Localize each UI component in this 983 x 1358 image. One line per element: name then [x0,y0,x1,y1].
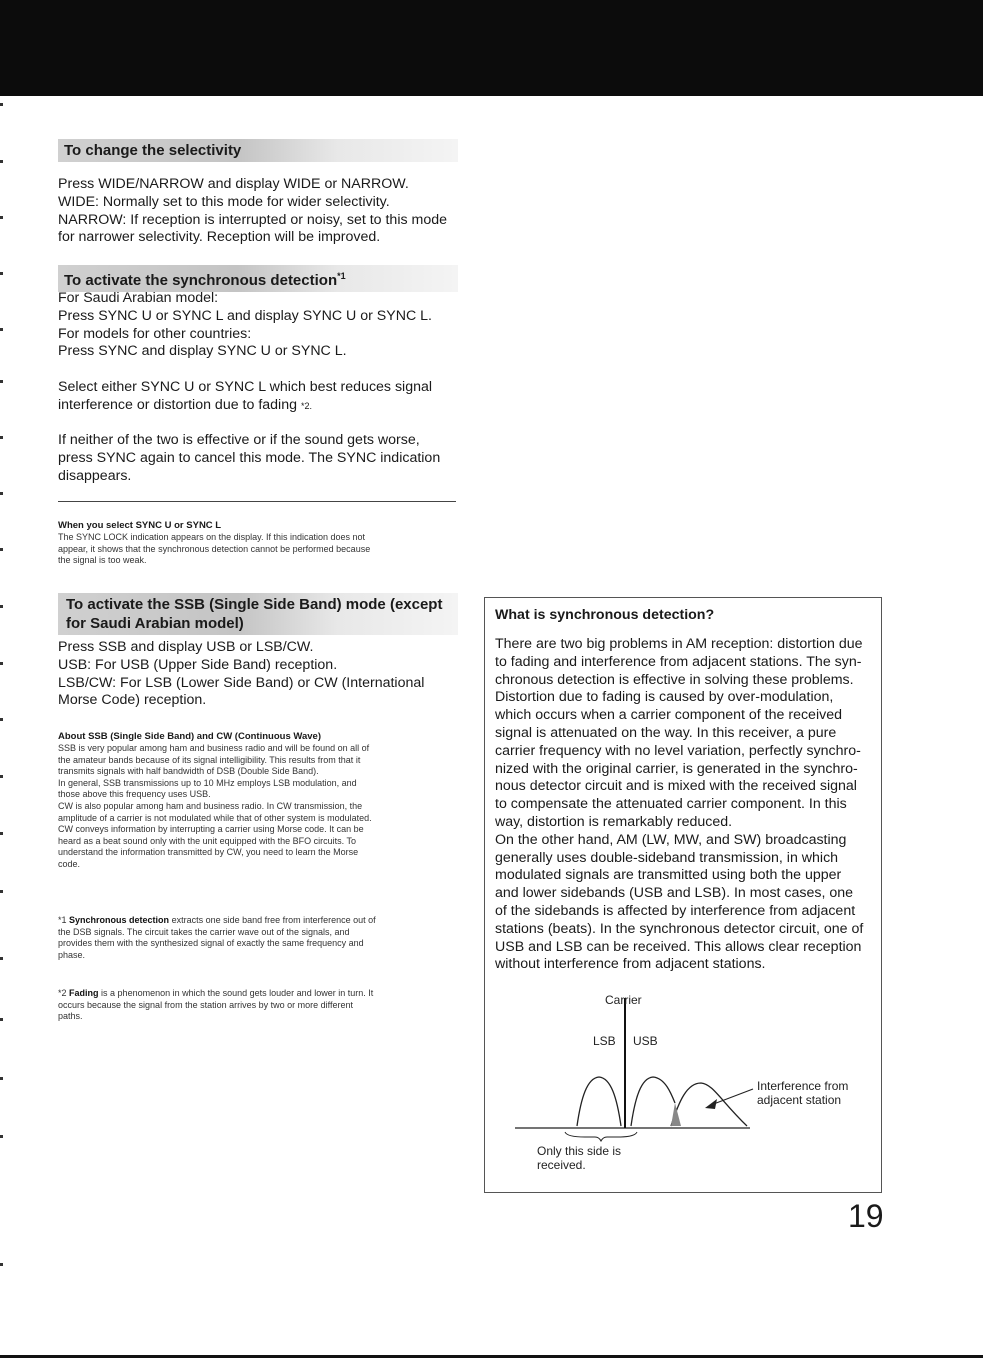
sidebar-box [484,597,882,1193]
text-line: which occurs when a carrier component of the received [495,707,842,724]
about-body [58,743,458,871]
text-line: carrier frequency with no level variation, perfectly synchro- [495,742,861,759]
text-line: In general, SSB transmissions up to 10 MHz employs LSB modulation, and [58,777,357,788]
text-line: chronous detection is effective in solving these problems. [495,671,854,688]
text-line: Press SYNC U or SYNC L and display SYNC U or SYNC L. [58,307,432,324]
text-fragment: interference or distortion due to fading [58,396,297,413]
received-label-line2: received. [537,1158,586,1172]
text-line: phase. [58,949,86,960]
text-line: way, distortion is remarkably reduced. [495,813,733,830]
text-line: Press SSB and display USB or LSB/CW. [58,639,314,655]
heading-sync [58,265,458,292]
text-line: occurs because the signal from the station arrives by two or more different [58,999,353,1010]
text-line: NARROW: If reception is interrupted or noisy, set to this mode [58,211,447,228]
margin-tick [0,160,3,163]
text-line: without interference from adjacent stations. [495,956,766,973]
text-line: those above this frequency uses USB. [58,789,211,800]
margin-tick [0,216,3,219]
page-number: 19 [848,1198,884,1234]
lsb-hump [577,1077,621,1126]
sideband-diagram [485,983,881,1188]
text-line: Morse Code) reception. [58,692,207,709]
about-heading: About SSB (Single Side Band) and CW (Continuous Wave) [58,731,321,742]
sidebar-body [495,636,875,974]
ssb-about [58,731,458,871]
text-line: WIDE: Normally set to this mode for wider selectivity. [58,193,390,210]
text-line: provides them with the synthesized signal of exactly the same frequency and [58,938,364,949]
interference-label [757,1079,848,1107]
margin-tick [0,662,3,665]
overlap-shade [671,1103,681,1126]
text-line: The SYNC LOCK indication appears on the display. If this indication does not [58,532,366,542]
text-line: understand the information transmitted by CW, you need to learn the Morse [58,847,359,858]
heading-selectivity-text: To change the selectivity [64,142,242,159]
heading-selectivity [58,139,458,162]
interference-label-line1: Interference from [757,1079,849,1093]
usb-hump [631,1077,675,1126]
text-line: the amateur bands because of its signal intelligibility. This results from that it [58,754,361,765]
margin-tick [0,328,3,331]
footnote-mark: *1 [58,915,67,925]
margin-tick [0,1018,3,1021]
lsb-label: LSB [593,1034,616,1048]
heading-sync-text: To activate the synchronous detection [64,272,338,289]
text-line: transmits signals with half bandwidth of DSB (Double Side Band). [58,766,319,777]
text-line: nous detector circuit and is mixed with the received signal [495,778,857,795]
text-line: There are two big problems in AM reception: distortion due [495,636,863,652]
margin-tick [0,1077,3,1080]
text-line: On the other hand, AM (LW, MW, and SW) broadcasting [495,831,847,848]
sidebar-title: What is synchronous detection? [495,607,715,623]
margin-tick [0,1135,3,1138]
ssb-body [58,639,458,710]
margin-tick [0,957,3,960]
interference-label-line2: adjacent station [757,1093,842,1107]
text-line: Press SYNC and display SYNC U or SYNC L. [58,343,347,360]
footnote-mark: *2 [58,988,67,998]
footnote-term: Fading [69,988,99,998]
text-line: signal is attenuated on the way. In this receiver, a pure [495,724,837,741]
selectivity-body [58,176,458,247]
text-line: generally uses double-sideband transmission, in which [495,849,839,866]
text-line: Select either SYNC U or SYNC L which best reduces signal [58,379,433,395]
text-line: to compensate the attenuated carrier component. In this [495,796,847,813]
margin-tick [0,492,3,495]
text-line: SSB is very popular among ham and business radio and will be found on all of [58,743,370,753]
text-line: If neither of the two is effective or if the sound gets worse, [58,432,420,448]
text-line: and lower sidebands (USB and LSB). In most cases, one [495,885,854,902]
sync-body-b [58,379,458,416]
text-line [58,988,458,1000]
heading-ssb-line2: for Saudi Arabian model) [66,615,244,632]
usb-label: USB [633,1034,658,1048]
text-fragment: is a phenomenon in which the sound gets louder and lower in turn. It [101,988,374,998]
text-line: amplitude of a carrier is not modulated while that of other system is modulated. [58,812,372,823]
text-line: paths. [58,1011,83,1022]
text-line: CW conveys information by interrupting a carrier using Morse code. It can be [58,824,364,835]
text-line: CW is also popular among ham and business radio. In CW transmission, the [58,800,363,811]
margin-tick [0,1263,3,1266]
divider [58,501,456,502]
arrow-head [705,1099,717,1109]
text-line: For models for other countries: [58,325,252,342]
text-line: disappears. [58,467,132,484]
heading-ssb-line1: To activate the SSB (Single Side Band) mode (except [66,596,443,613]
text-line: the DSB signals. The circuit takes the carrier wave out of the signals, and [58,926,350,937]
margin-tick [0,548,3,551]
note-heading: When you select SYNC U or SYNC L [58,520,222,531]
margin-tick [0,775,3,778]
footnote-mark: *1 [337,271,346,281]
text-line: USB: For USB (Upper Side Band) reception. [58,656,338,673]
received-bracket [565,1132,637,1141]
text-line: code. [58,858,81,869]
footnote-2 [58,988,458,1023]
received-label-line1: Only this side is [537,1144,622,1158]
text-line: USB and LSB can be received. This allows clear reception [495,938,862,955]
text-line: heard as a beat sound only with the unit equipped with the BFO circuits. To [58,835,357,846]
text-line: the signal is too weak. [58,555,147,566]
margin-tick [0,890,3,893]
margin-tick [0,436,3,439]
text-line [58,915,458,927]
text-line: For Saudi Arabian model: [58,290,219,306]
top-black-bar [0,0,983,96]
received-label [537,1144,621,1172]
text-line: Distortion due to fading is caused by over-modulation, [495,689,834,706]
margin-tick [0,103,3,106]
note-body [58,532,458,567]
margin-tick [0,832,3,835]
margin-tick [0,380,3,383]
margin-tick [0,605,3,608]
margin-tick [0,718,3,721]
sync-body-c [58,432,458,485]
text-line: for narrower selectivity. Reception will be improved. [58,229,381,246]
text-line: of the sidebands is affected by interference from adjacent [495,902,856,919]
text-line: nized with the original carrier, is generated in the synchro- [495,760,858,777]
text-line: press SYNC again to cancel this mode. The SYNC indication [58,449,441,466]
sync-body-a [58,290,458,361]
footnote-term: Synchronous detection [69,915,170,925]
interference-hump [671,1083,747,1126]
footnote-1 [58,915,458,961]
sync-note [58,520,458,567]
text-line: appear, it shows that the synchronous detection cannot be performed because [58,543,371,554]
text-fragment: extracts one side band free from interference out of [171,915,376,925]
heading-ssb [58,593,458,635]
text-line: Press WIDE/NARROW and display WIDE or NARROW. [58,176,409,192]
footnote-mark: *2. [300,400,312,411]
text-line: stations (beats). In the synchronous detector circuit, one of [495,920,864,937]
carrier-label: Carrier [605,993,642,1007]
text-line: modulated signals are transmitted using both the upper [495,867,842,884]
text-line [58,397,458,416]
text-line: to fading and interference from adjacent stations. The syn- [495,653,862,670]
margin-tick [0,272,3,275]
text-line: LSB/CW: For LSB (Lower Side Band) or CW (International [58,674,425,691]
interference-pointer [711,1089,753,1105]
